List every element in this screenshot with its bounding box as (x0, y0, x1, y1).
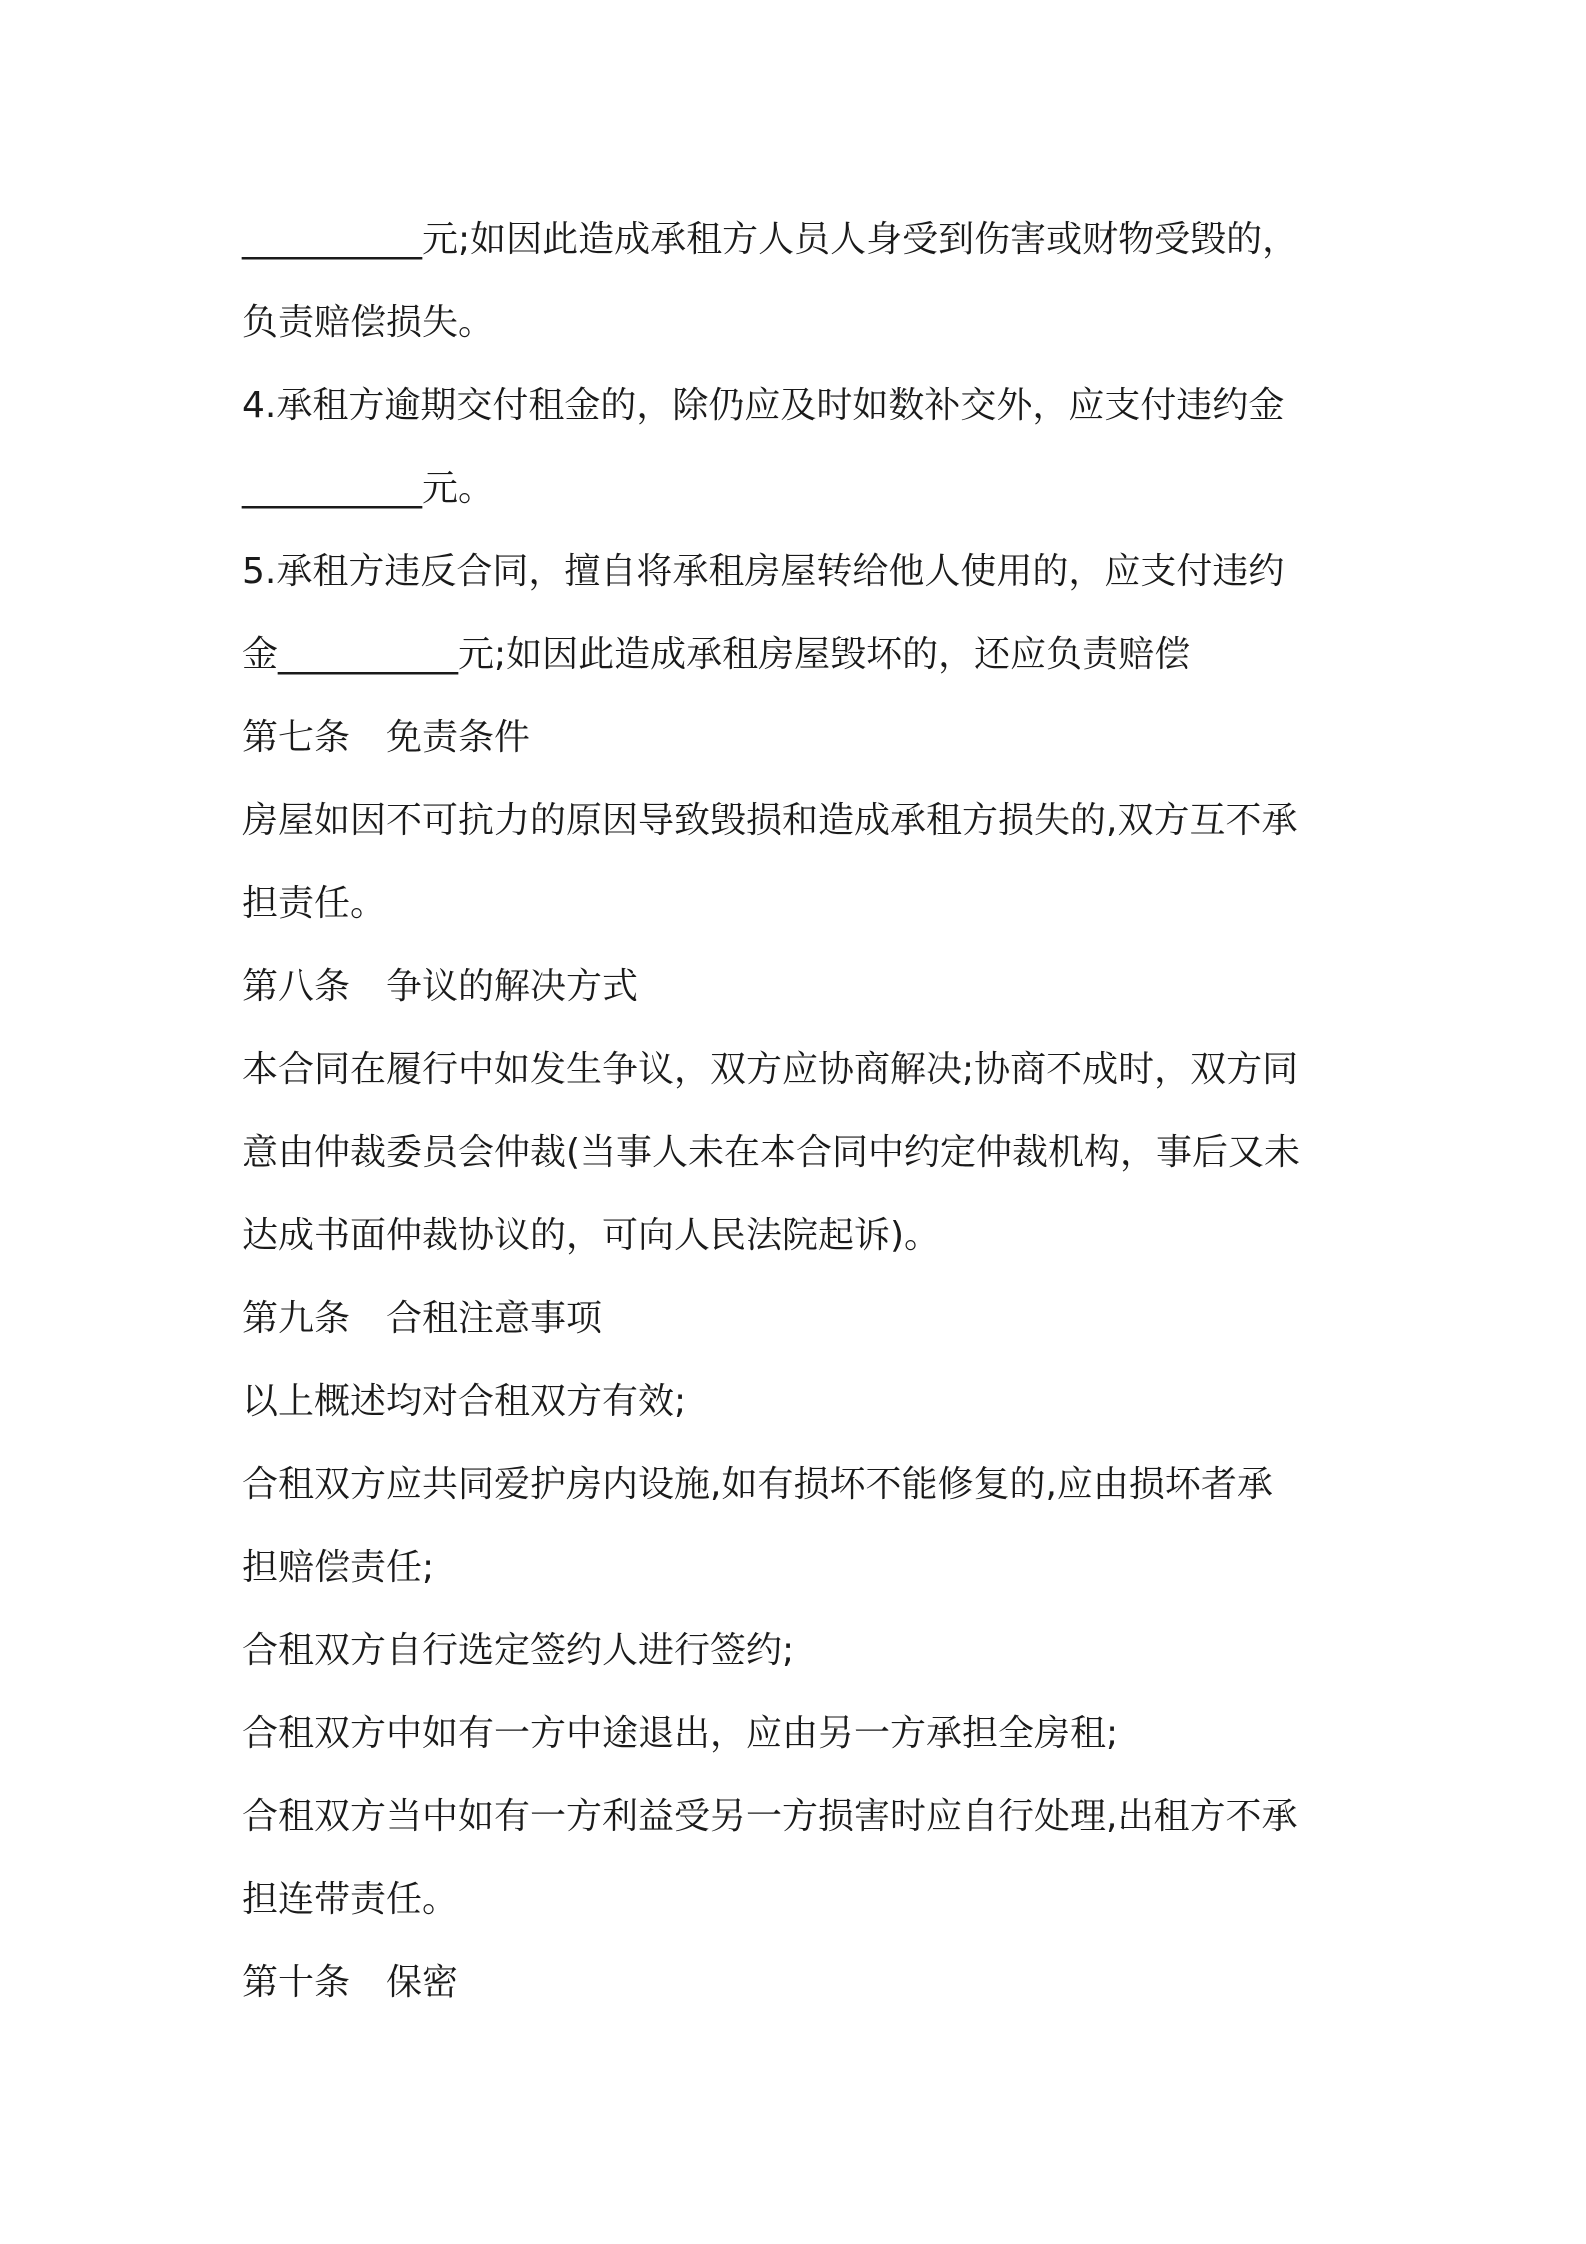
text-line: 4.承租方逾期交付租金的，除仍应及时如数补交外，应支付违约金 (242, 385, 1285, 426)
text-line: 合租双方应共同爱护房内设施,如有损坏不能修复的,应由损坏者承 (242, 1464, 1273, 1505)
text-line: 合租双方中如有一方中途退出，应由另一方承担全房租; (242, 1713, 1119, 1754)
section-heading-7: 第七条 免责条件 (242, 717, 531, 758)
text-line: 房屋如因不可抗力的原因导致毁损和造成承租方损失的,双方互不承 (242, 800, 1298, 841)
document-body (242, 198, 1362, 2024)
text-line: 担连带责任。 (242, 1879, 459, 1920)
section-heading-9: 第九条 合租注意事项 (242, 1298, 603, 1339)
section-heading-10: 第十条 保密 (242, 1962, 459, 2003)
text-line: 担责任。 (242, 883, 387, 924)
text-line: __________元;如因此造成承租方人员人身受到伤害或财物受毁的， (242, 219, 1299, 260)
text-line: 本合同在履行中如发生争议，双方应协商解决;协商不成时，双方同 (242, 1049, 1299, 1090)
text-line: 合租双方自行选定签约人进行签约; (242, 1630, 795, 1671)
text-line: 达成书面仲裁协议的，可向人民法院起诉)。 (242, 1215, 941, 1256)
text-line: 意由仲裁委员会仲裁(当事人未在本合同中约定仲裁机构，事后又未 (242, 1132, 1301, 1173)
text-line: 合租双方当中如有一方利益受另一方损害时应自行处理,出租方不承 (242, 1796, 1298, 1837)
text-line: 5.承租方违反合同，擅自将承租房屋转给他人使用的，应支付违约 (242, 551, 1285, 592)
text-line: 金__________元;如因此造成承租房屋毁坏的，还应负责赔偿 (242, 634, 1191, 675)
text-line: __________元。 (242, 468, 495, 509)
text-line: 负责赔偿损失。 (242, 302, 495, 343)
text-line: 担赔偿责任; (242, 1547, 435, 1588)
text-line: 以上概述均对合租双方有效; (242, 1381, 687, 1422)
section-heading-8: 第八条 争议的解决方式 (242, 966, 639, 1007)
